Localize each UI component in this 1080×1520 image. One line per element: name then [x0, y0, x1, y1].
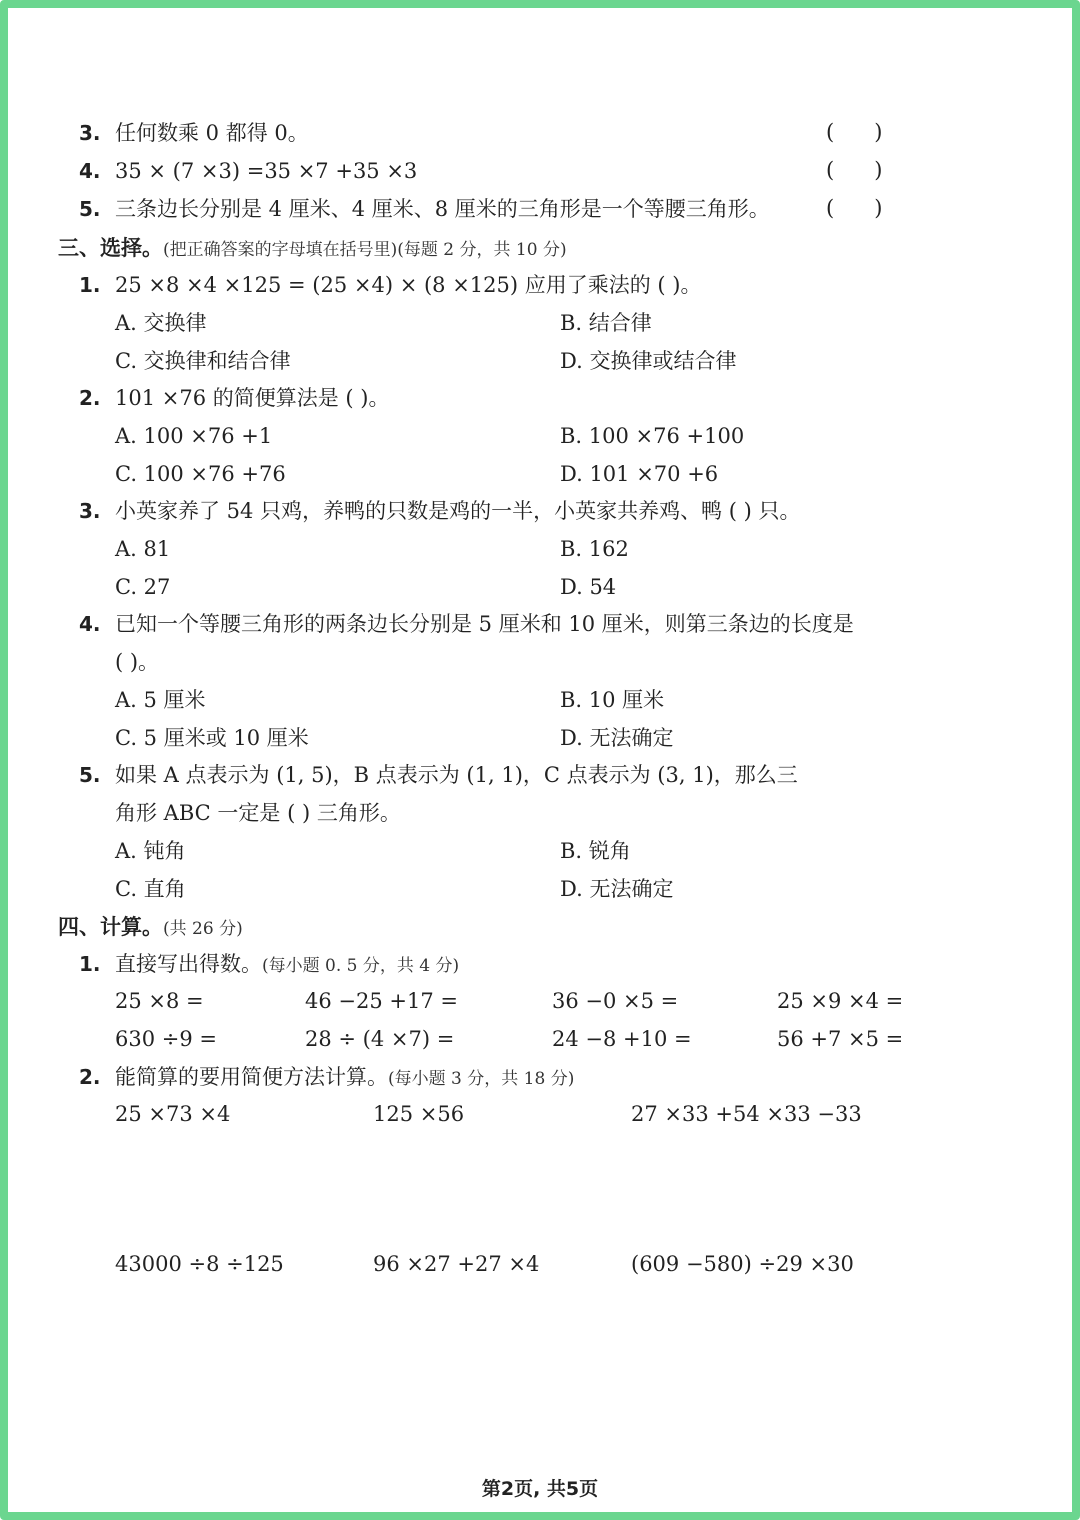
calc-problem: 125 ×56: [373, 1102, 465, 1126]
section-heading: [58, 235, 567, 263]
option[interactable]: D. 101 ×70 +6: [560, 462, 719, 486]
calc-problem: 630 ÷9 =: [115, 1027, 217, 1051]
calc-problem: 46 −25 +17 =: [305, 989, 458, 1013]
option[interactable]: D. 无法确定: [560, 726, 674, 750]
option[interactable]: D. 交换律或结合律: [560, 349, 737, 373]
option[interactable]: B. 100 ×76 +100: [560, 424, 745, 448]
option[interactable]: A. 钝角: [115, 839, 186, 863]
question-text-continued: ( )。: [115, 650, 160, 674]
section-note: (共 26 分): [163, 919, 243, 939]
answer-parentheses[interactable]: ( ): [826, 158, 883, 182]
question-text: [115, 1064, 574, 1092]
answer-parentheses[interactable]: ( ): [826, 196, 883, 220]
answer-parentheses[interactable]: ( ): [826, 120, 883, 144]
question-text: [115, 951, 459, 979]
option[interactable]: A. 100 ×76 +1: [115, 424, 273, 448]
section-title: 三、选择。: [58, 235, 163, 260]
question-note: (每小题 3 分，共 18 分): [388, 1069, 575, 1089]
section-title: 四、计算。: [58, 914, 163, 939]
option[interactable]: A. 交换律: [115, 311, 207, 335]
question-number: 2.: [79, 386, 101, 410]
calc-problem: 56 +7 ×5 =: [777, 1027, 904, 1051]
option[interactable]: B. 162: [560, 537, 629, 561]
calc-problem: 96 ×27 +27 ×4: [373, 1252, 540, 1276]
question-text: 已知一个等腰三角形的两条边长分别是 5 厘米和 10 厘米，则第三条边的长度是: [115, 612, 854, 636]
option[interactable]: A. 5 厘米: [115, 688, 206, 712]
option[interactable]: C. 直角: [115, 877, 186, 901]
calc-problem: 25 ×8 =: [115, 989, 204, 1013]
calc-problem: 24 −8 +10 =: [552, 1027, 692, 1051]
option[interactable]: A. 81: [115, 537, 171, 561]
question-text-continued: 角形 ABC 一定是 ( ) 三角形。: [115, 801, 401, 825]
option[interactable]: B. 10 厘米: [560, 688, 665, 712]
option[interactable]: C. 27: [115, 575, 171, 599]
section-note: (把正确答案的字母填在括号里)(每题 2 分，共 10 分): [163, 240, 567, 260]
option[interactable]: D. 54: [560, 575, 617, 599]
question-number: 2.: [79, 1065, 101, 1089]
question-number: 3.: [79, 499, 101, 523]
item-number: 4.: [79, 159, 101, 183]
calc-problem: 27 ×33 +54 ×33 −33: [631, 1102, 862, 1126]
question-number: 5.: [79, 763, 101, 787]
item-number: 3.: [79, 121, 101, 145]
calc-problem: 36 −0 ×5 =: [552, 989, 679, 1013]
page-footer: 第2页, 共5页: [481, 1478, 599, 1500]
question-number: 1.: [79, 273, 101, 297]
item-number: 5.: [79, 197, 101, 221]
question-text: 小英家养了 54 只鸡，养鸭的只数是鸡的一半，小英家共养鸡、鸭 ( ) 只。: [115, 499, 801, 523]
question-note: (每小题 0. 5 分，共 4 分): [262, 956, 460, 976]
question-number: 4.: [79, 612, 101, 636]
question-number: 1.: [79, 952, 101, 976]
calc-problem: (609 −580) ÷29 ×30: [631, 1252, 854, 1276]
item-text: 35 × (7 ×3) =35 ×7 +35 ×3: [115, 159, 418, 183]
question-text: 101 ×76 的简便算法是 ( )。: [115, 386, 390, 410]
option[interactable]: D. 无法确定: [560, 877, 674, 901]
question-text: 如果 A 点表示为 (1, 5)，B 点表示为 (1, 1)，C 点表示为 (3, 1)，那么三: [115, 763, 798, 787]
option[interactable]: C. 交换律和结合律: [115, 349, 291, 373]
calc-problem: 25 ×73 ×4: [115, 1102, 231, 1126]
item-text: 任何数乘 0 都得 0。: [115, 121, 309, 145]
item-text: 三条边长分别是 4 厘米、4 厘米、8 厘米的三角形是一个等腰三角形。: [115, 197, 770, 221]
question-title: 能简算的要用简便方法计算。: [115, 1065, 388, 1089]
option[interactable]: B. 锐角: [560, 839, 631, 863]
calc-problem: 28 ÷ (4 ×7) =: [305, 1027, 455, 1051]
option[interactable]: C. 5 厘米或 10 厘米: [115, 726, 309, 750]
section-heading: [58, 914, 243, 942]
calc-problem: 43000 ÷8 ÷125: [115, 1252, 284, 1276]
option[interactable]: C. 100 ×76 +76: [115, 462, 286, 486]
calc-problem: 25 ×9 ×4 =: [777, 989, 904, 1013]
question-text: 25 ×8 ×4 ×125 = (25 ×4) × (8 ×125) 应用了乘法的 ( )。: [115, 273, 702, 297]
option[interactable]: B. 结合律: [560, 311, 652, 335]
question-title: 直接写出得数。: [115, 952, 262, 976]
